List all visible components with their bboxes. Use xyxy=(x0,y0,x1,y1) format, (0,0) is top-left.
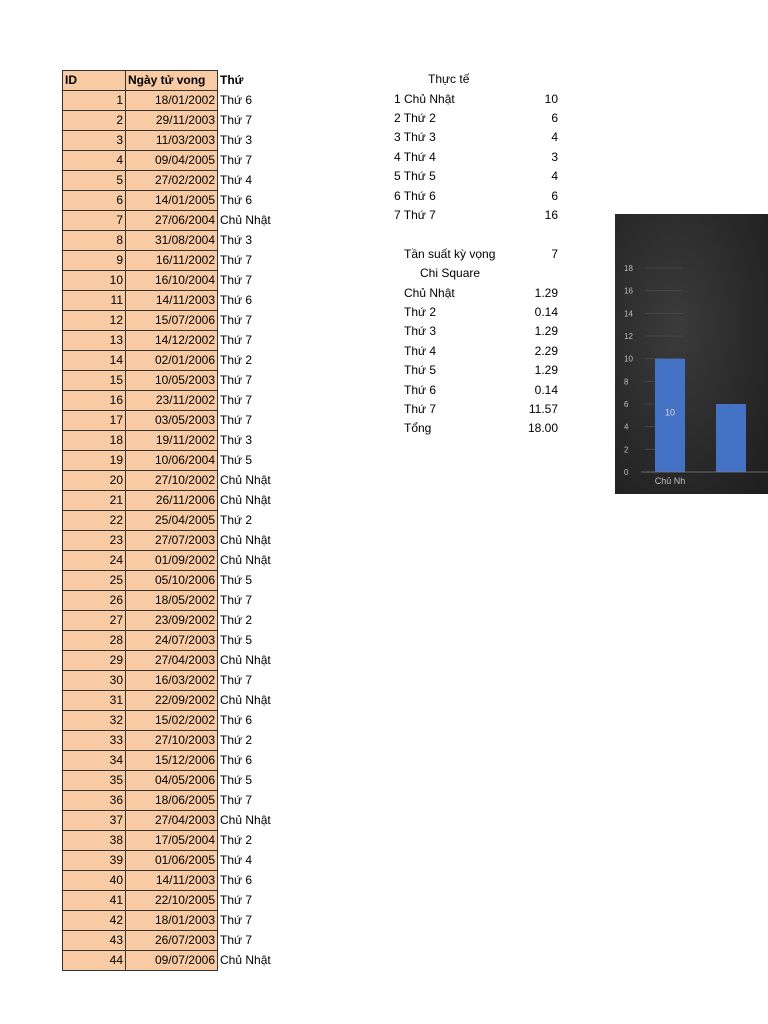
actual-row-value[interactable]: 6 xyxy=(551,188,558,203)
id-cell[interactable]: 4 xyxy=(63,151,126,171)
weekday-cell[interactable]: Chủ Nhật xyxy=(220,693,271,707)
total-value[interactable]: 18.00 xyxy=(527,421,558,435)
table-row xyxy=(63,151,288,171)
id-cell[interactable]: 42 xyxy=(63,911,126,931)
id-cell[interactable]: 13 xyxy=(63,331,126,351)
table-row xyxy=(63,691,288,711)
id-cell[interactable]: 5 xyxy=(63,171,126,191)
chi-row-value[interactable]: 0.14 xyxy=(534,304,558,319)
date-cell[interactable]: 01/09/2002 xyxy=(126,551,218,571)
date-cell[interactable]: 04/05/2006 xyxy=(126,771,218,791)
date-cell[interactable]: 27/10/2002 xyxy=(126,471,218,491)
weekday-cell[interactable]: Thứ 7 xyxy=(220,153,253,167)
date-cell[interactable]: 27/02/2002 xyxy=(126,171,218,191)
y-tick-label: 6 xyxy=(624,400,629,409)
id-cell[interactable]: 16 xyxy=(63,391,126,411)
date-cell[interactable]: 17/05/2004 xyxy=(126,831,218,851)
chi-row-label[interactable]: Thứ 6 xyxy=(404,382,437,397)
weekday-cell[interactable]: Thứ 7 xyxy=(220,253,253,267)
actual-row-label[interactable]: 3 Thứ 3 xyxy=(394,130,436,145)
weekday-cell[interactable]: Thứ 7 xyxy=(220,933,253,947)
table-row xyxy=(63,211,288,231)
weekday-cell[interactable]: Thứ 7 xyxy=(220,273,253,287)
y-tick-label: 0 xyxy=(624,468,629,477)
weekday-cell[interactable]: Thứ 7 xyxy=(220,893,253,907)
id-cell[interactable]: 23 xyxy=(63,531,126,551)
weekday-cell[interactable]: Thứ 6 xyxy=(220,93,253,107)
date-cell[interactable]: 01/06/2005 xyxy=(126,851,218,871)
id-cell[interactable]: 10 xyxy=(63,271,126,291)
chi-row-label[interactable]: Thứ 5 xyxy=(404,363,437,378)
date-cell[interactable]: 15/02/2002 xyxy=(126,711,218,731)
y-tick-label: 18 xyxy=(624,264,633,273)
chi-row-label[interactable]: Thứ 2 xyxy=(404,304,437,319)
date-cell[interactable]: 15/12/2006 xyxy=(126,751,218,771)
table-row xyxy=(63,591,288,611)
y-tick-label: 10 xyxy=(624,354,633,364)
weekday-cell[interactable]: Chủ Nhật xyxy=(220,213,271,227)
id-cell[interactable]: 37 xyxy=(63,811,126,831)
weekday-cell[interactable]: Thứ 6 xyxy=(220,193,253,207)
weekday-cell[interactable]: Chủ Nhật xyxy=(220,553,271,567)
table-row xyxy=(63,871,288,891)
date-cell[interactable]: 27/06/2004 xyxy=(126,211,218,231)
weekday-cell[interactable]: Chủ Nhật xyxy=(220,493,271,507)
id-cell[interactable]: 38 xyxy=(63,831,126,851)
id-cell[interactable]: 34 xyxy=(63,751,126,771)
date-cell[interactable]: 16/11/2002 xyxy=(126,251,218,271)
chi-row-value[interactable]: 1.29 xyxy=(534,324,558,339)
weekday-cell[interactable]: Chủ Nhật xyxy=(220,813,271,827)
table-body xyxy=(63,91,288,971)
header-weekday[interactable]: Thứ xyxy=(220,73,244,87)
id-cell[interactable]: 43 xyxy=(63,931,126,951)
bar-data-label: 10 xyxy=(664,407,676,418)
table-row xyxy=(63,111,288,131)
chi-row-value[interactable]: 11.57 xyxy=(528,401,558,416)
date-cell[interactable]: 18/05/2002 xyxy=(126,591,218,611)
id-cell[interactable]: 21 xyxy=(63,491,126,511)
id-cell[interactable]: 40 xyxy=(63,871,126,891)
weekday-cell[interactable]: Thứ 2 xyxy=(220,513,253,527)
table-row xyxy=(63,251,288,271)
weekday-cell[interactable]: Thứ 7 xyxy=(220,313,253,327)
weekday-bar-chart[interactable] xyxy=(615,214,768,494)
weekday-cell[interactable]: Thứ 5 xyxy=(220,573,253,587)
table-row xyxy=(63,171,288,191)
table-row xyxy=(63,451,288,471)
weekday-cell[interactable]: Thứ 2 xyxy=(220,353,253,367)
y-tick-label: 14 xyxy=(624,309,633,319)
date-cell[interactable]: 16/10/2004 xyxy=(126,271,218,291)
table-row xyxy=(63,371,288,391)
weekday-cell[interactable]: Thứ 6 xyxy=(220,293,253,307)
date-cell[interactable]: 18/06/2005 xyxy=(126,791,218,811)
expected-value[interactable]: 7 xyxy=(551,247,558,261)
date-cell[interactable]: 27/10/2003 xyxy=(126,731,218,751)
table-row xyxy=(63,651,288,671)
date-cell[interactable]: 02/01/2006 xyxy=(126,351,218,371)
actual-row-label[interactable]: 1 Chủ Nhật xyxy=(394,91,455,106)
y-tick-label: 4 xyxy=(624,422,629,432)
weekday-cell[interactable]: Thứ 6 xyxy=(220,713,253,727)
table-row xyxy=(63,771,288,791)
actual-row-label[interactable]: 4 Thứ 4 xyxy=(394,149,436,164)
id-cell[interactable]: 25 xyxy=(63,571,126,591)
date-cell[interactable]: 31/08/2004 xyxy=(126,231,218,251)
table-row xyxy=(63,891,288,911)
weekday-cell[interactable]: Thứ 2 xyxy=(220,733,253,747)
table-row xyxy=(63,131,288,151)
table-row xyxy=(63,811,288,831)
weekday-cell[interactable]: Chủ Nhật xyxy=(220,953,271,967)
actual-row-value[interactable]: 16 xyxy=(544,207,558,222)
table-row xyxy=(63,711,288,731)
table-row xyxy=(63,531,288,551)
id-cell[interactable]: 19 xyxy=(63,451,126,471)
table-row xyxy=(63,311,288,331)
date-cell[interactable]: 24/07/2003 xyxy=(126,631,218,651)
chi-row-value[interactable]: 0.14 xyxy=(534,382,558,397)
actual-row-label[interactable]: 2 Thứ 2 xyxy=(394,110,436,125)
id-cell[interactable]: 8 xyxy=(63,231,126,251)
weekday-cell[interactable]: Thứ 7 xyxy=(220,593,253,607)
id-cell[interactable]: 15 xyxy=(63,371,126,391)
id-cell[interactable]: 14 xyxy=(63,351,126,371)
total-label[interactable]: Tổng xyxy=(404,421,432,435)
date-cell[interactable]: 23/09/2002 xyxy=(126,611,218,631)
actual-row-value[interactable]: 3 xyxy=(551,149,558,164)
actual-row-label[interactable]: 6 Thứ 6 xyxy=(394,188,436,203)
chi-row-label[interactable]: Thứ 3 xyxy=(404,324,437,339)
weekday-cell[interactable]: Thứ 7 xyxy=(220,333,253,347)
chi-square-title[interactable]: Chi Square xyxy=(420,266,481,280)
date-cell[interactable]: 22/09/2002 xyxy=(126,691,218,711)
date-cell[interactable]: 27/04/2003 xyxy=(126,811,218,831)
table-row xyxy=(63,491,288,511)
date-cell[interactable]: 23/11/2002 xyxy=(126,391,218,411)
weekday-cell[interactable]: Thứ 7 xyxy=(220,913,253,927)
id-cell[interactable]: 11 xyxy=(63,291,126,311)
chi-row-value[interactable]: 1.29 xyxy=(534,363,558,378)
id-cell[interactable]: 27 xyxy=(63,611,126,631)
header-death-date[interactable]: Ngày tử vong xyxy=(126,71,218,91)
table-row xyxy=(63,271,288,291)
table-row xyxy=(63,631,288,651)
id-cell[interactable]: 31 xyxy=(63,691,126,711)
id-cell[interactable]: 28 xyxy=(63,631,126,651)
weekday-cell[interactable]: Thứ 6 xyxy=(220,753,253,767)
date-cell[interactable]: 25/04/2005 xyxy=(126,511,218,531)
id-cell[interactable]: 22 xyxy=(63,511,126,531)
date-cell[interactable]: 29/11/2003 xyxy=(126,111,218,131)
table-row xyxy=(63,331,288,351)
id-cell[interactable]: 12 xyxy=(63,311,126,331)
date-cell[interactable]: 05/10/2006 xyxy=(126,571,218,591)
table-row xyxy=(63,611,288,631)
actual-title[interactable]: Thực tế xyxy=(428,72,470,86)
actual-row-label[interactable]: 5 Thứ 5 xyxy=(394,169,436,184)
table-row xyxy=(63,951,288,971)
table-row xyxy=(63,411,288,431)
weekday-cell[interactable]: Thứ 7 xyxy=(220,373,253,387)
date-cell[interactable]: 27/04/2003 xyxy=(126,651,218,671)
chi-row-label[interactable]: Thứ 4 xyxy=(404,343,437,358)
y-tick-label: 8 xyxy=(624,377,629,387)
weekday-cell[interactable]: Thứ 2 xyxy=(220,833,253,847)
table-row xyxy=(63,671,288,691)
date-cell[interactable]: 19/11/2002 xyxy=(126,431,218,451)
table-row xyxy=(63,471,288,491)
table-row xyxy=(63,511,288,531)
table-row xyxy=(63,751,288,771)
weekday-cell[interactable]: Thứ 7 xyxy=(220,673,253,687)
table-row xyxy=(63,731,288,751)
table-row xyxy=(63,351,288,371)
chi-row-value[interactable]: 1.29 xyxy=(534,285,558,300)
id-cell[interactable]: 36 xyxy=(63,791,126,811)
table-row xyxy=(63,191,288,211)
weekday-cell[interactable]: Thứ 7 xyxy=(220,793,253,807)
chi-row-label[interactable]: Thứ 7 xyxy=(404,401,437,416)
id-cell[interactable]: 41 xyxy=(63,891,126,911)
chi-row-value[interactable]: 2.29 xyxy=(534,343,558,358)
table-row xyxy=(63,851,288,871)
date-cell[interactable]: 26/11/2006 xyxy=(126,491,218,511)
table-row xyxy=(63,291,288,311)
date-cell[interactable]: 15/07/2006 xyxy=(126,311,218,331)
weekday-cell[interactable]: Thứ 4 xyxy=(220,173,253,187)
date-cell[interactable]: 14/11/2003 xyxy=(126,291,218,311)
weekday-cell[interactable]: Thứ 6 xyxy=(220,873,253,887)
y-tick-label: 12 xyxy=(624,332,633,341)
date-cell[interactable]: 18/01/2002 xyxy=(126,91,218,111)
table-row xyxy=(63,431,288,451)
date-cell[interactable]: 10/05/2003 xyxy=(126,371,218,391)
date-cell[interactable]: 27/07/2003 xyxy=(126,531,218,551)
id-cell[interactable]: 29 xyxy=(63,651,126,671)
x-tick-label: Chủ Nh xyxy=(654,476,686,486)
weekday-cell[interactable]: Thứ 5 xyxy=(220,773,253,787)
weekday-cell[interactable]: Chủ Nhật xyxy=(220,533,271,547)
table-row xyxy=(63,391,288,411)
id-cell[interactable]: 17 xyxy=(63,411,126,431)
id-cell[interactable]: 30 xyxy=(63,671,126,691)
table-row xyxy=(63,911,288,931)
table-row xyxy=(63,831,288,851)
chart-svg xyxy=(615,214,768,494)
actual-row-value[interactable]: 6 xyxy=(551,110,558,125)
table-row xyxy=(63,931,288,951)
id-cell[interactable]: 24 xyxy=(63,551,126,571)
id-cell[interactable]: 44 xyxy=(63,951,126,971)
date-cell[interactable]: 14/11/2003 xyxy=(126,871,218,891)
expected-label[interactable]: Tần suất kỳ vọng xyxy=(404,247,496,261)
death-date-table xyxy=(62,70,288,971)
id-cell[interactable]: 3 xyxy=(63,131,126,151)
table-header-row xyxy=(63,71,288,91)
table-row xyxy=(63,91,288,111)
date-cell[interactable]: 10/06/2004 xyxy=(126,451,218,471)
date-cell[interactable]: 18/01/2003 xyxy=(126,911,218,931)
id-cell[interactable]: 1 xyxy=(63,91,126,111)
id-cell[interactable]: 35 xyxy=(63,771,126,791)
chi-row-label[interactable]: Chủ Nhật xyxy=(404,285,455,300)
id-cell[interactable]: 18 xyxy=(63,431,126,451)
id-cell[interactable]: 6 xyxy=(63,191,126,211)
weekday-cell[interactable]: Thứ 3 xyxy=(220,133,253,147)
weekday-cell[interactable]: Thứ 2 xyxy=(220,613,253,627)
weekday-cell[interactable]: Chủ Nhật xyxy=(220,473,271,487)
weekday-cell[interactable]: Chủ Nhật xyxy=(220,653,271,667)
date-cell[interactable]: 09/07/2006 xyxy=(126,951,218,971)
weekday-cell[interactable]: Thứ 3 xyxy=(220,233,253,247)
weekday-cell[interactable]: Thứ 7 xyxy=(220,113,253,127)
id-cell[interactable]: 7 xyxy=(63,211,126,231)
weekday-cell[interactable]: Thứ 5 xyxy=(220,453,253,467)
date-cell[interactable]: 09/04/2005 xyxy=(126,151,218,171)
id-cell[interactable]: 32 xyxy=(63,711,126,731)
bar[interactable] xyxy=(716,404,746,472)
actual-row-value[interactable]: 4 xyxy=(551,169,558,184)
date-cell[interactable]: 22/10/2005 xyxy=(126,891,218,911)
weekday-cell[interactable]: Thứ 3 xyxy=(220,433,253,447)
weekday-cell[interactable]: Thứ 7 xyxy=(220,413,253,427)
y-tick-label: 16 xyxy=(624,286,633,296)
header-id[interactable]: ID xyxy=(63,71,126,91)
weekday-cell[interactable]: Thứ 4 xyxy=(220,853,253,867)
actual-row-value[interactable]: 4 xyxy=(551,130,558,145)
date-cell[interactable]: 16/03/2002 xyxy=(126,671,218,691)
y-tick-label: 2 xyxy=(624,445,629,455)
date-cell[interactable]: 14/12/2002 xyxy=(126,331,218,351)
table-row xyxy=(63,231,288,251)
id-cell[interactable]: 9 xyxy=(63,251,126,271)
date-cell[interactable]: 26/07/2003 xyxy=(126,931,218,951)
table-row xyxy=(63,791,288,811)
id-cell[interactable]: 39 xyxy=(63,851,126,871)
table-row xyxy=(63,571,288,591)
actual-row-label[interactable]: 7 Thứ 7 xyxy=(394,207,436,222)
date-cell[interactable]: 11/03/2003 xyxy=(126,131,218,151)
id-cell[interactable]: 2 xyxy=(63,111,126,131)
weekday-cell[interactable]: Thứ 5 xyxy=(220,633,253,647)
date-cell[interactable]: 14/01/2005 xyxy=(126,191,218,211)
id-cell[interactable]: 20 xyxy=(63,471,126,491)
date-cell[interactable]: 03/05/2003 xyxy=(126,411,218,431)
actual-row-value[interactable]: 10 xyxy=(544,91,558,106)
id-cell[interactable]: 33 xyxy=(63,731,126,751)
id-cell[interactable]: 26 xyxy=(63,591,126,611)
weekday-cell[interactable]: Thứ 7 xyxy=(220,393,253,407)
table-row xyxy=(63,551,288,571)
